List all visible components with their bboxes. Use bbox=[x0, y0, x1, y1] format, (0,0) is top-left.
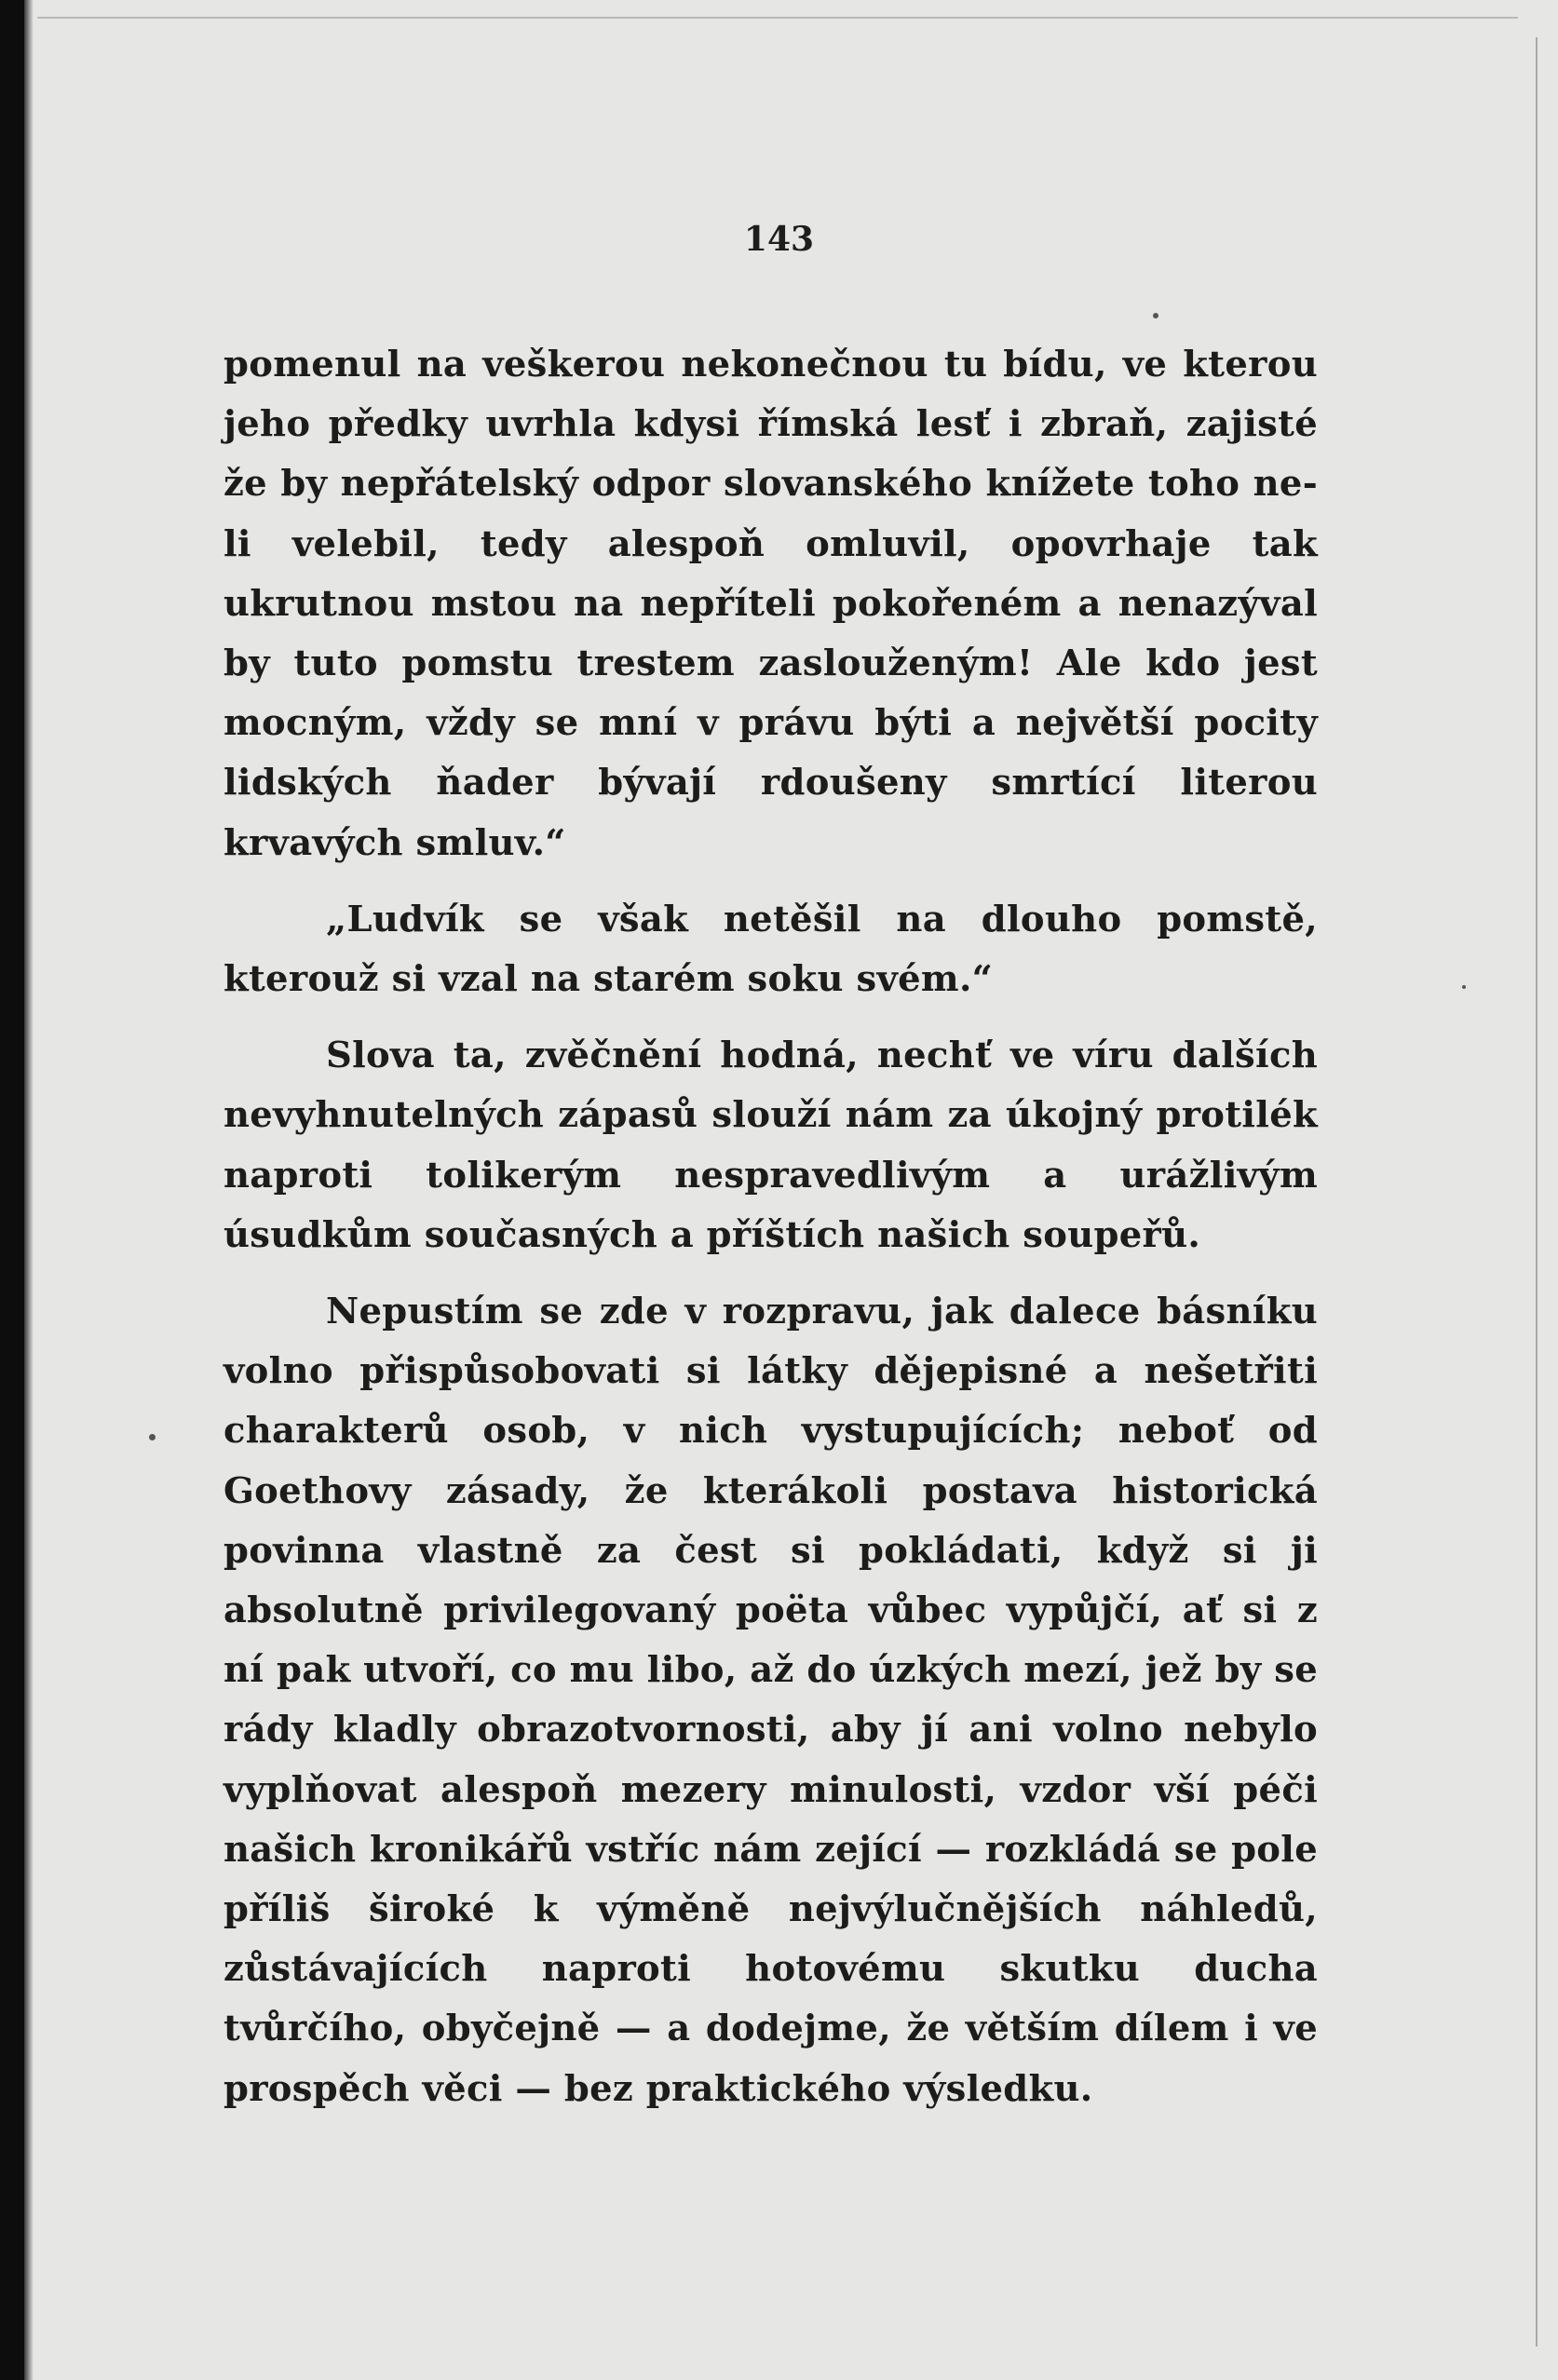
binding-edge bbox=[0, 0, 24, 2380]
binding-shadow bbox=[24, 0, 34, 2380]
page-right-edge bbox=[1536, 37, 1538, 2346]
ink-speck bbox=[149, 1434, 156, 1440]
paragraph: Nepustím se zde v rozpravu, jak dalece básníku volno přispůsobovati si látky dějepisné a nešetřiti charakterů osob, v nich vystupujících; neboť od Goethovy zásady, že kterákoli postava historická povinna vlastně za čest si pokládati, když si ji absolutně privilegovaný poëta vůbec vypůjčí, ať si z ní pak utvoří, co mu libo, až do úzkých mezí, jež by se rády kladly obrazotvornosti, aby jí ani volno nebylo vyplňovat alespoň mezery minulosti, vzdor vší péči našich kronikářů vstříc nám zející — rozkládá se pole příliš široké k výměně nejvýlučnějších náhledů, zůstávajících naproti hotovému skutku ducha tvůrčího, obyčejně — a dodejme, že větším dílem i ve prospěch věci — bez praktického výsledku. bbox=[224, 1291, 1318, 2110]
paragraph: „Ludvík se však netěšil na dlouho pomstě, kterouž si vzal na starém soku svém.“ bbox=[224, 898, 1318, 1001]
body-text bbox=[224, 335, 1318, 2119]
page-top-edge bbox=[37, 17, 1518, 19]
paragraph: pomenul na veškerou nekonečnou tu bídu, ve kterou jeho předky uvrhla kdysi římská lesť i zbraň, zajisté že by nepřátelský odpor slovanského knížete toho ne-li velebil, tedy alespoň omluvil, opovrhaje tak ukrutnou mstou na nepříteli pokořeném a nenazýval by tuto pomstu trestem zaslouženým! Ale kdo jest mocným, vždy se mní v právu býti a největší pocity lidských ňader bývají rdoušeny smrtící literou krvavých smluv.“ bbox=[224, 344, 1318, 864]
ink-speck bbox=[1153, 313, 1158, 318]
page-number: 143 bbox=[743, 220, 815, 259]
paragraph: Slova ta, zvěčnění hodná, nechť ve víru dalších nevyhnutelných zápasů slouží nám za úkojný protilék naproti tolikerým nespravedlivým a urážlivým úsudkům současných a příštích našich soupeřů. bbox=[224, 1034, 1318, 1256]
ink-speck bbox=[1462, 985, 1466, 989]
